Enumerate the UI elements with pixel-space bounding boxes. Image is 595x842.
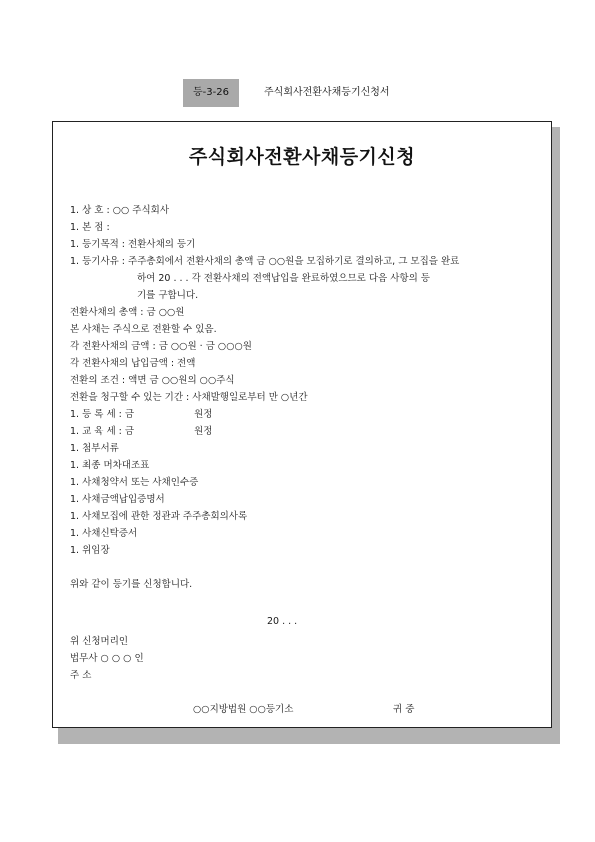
registration-reason-line: 1. 등기사유 : 주주총회에서 전환사채의 총액 금 ○○원을 모집하기로 결의하고, 그 모집을 완료: [70, 256, 460, 267]
registration-reason-cont-1: 하여 20 . . . 각 전환사채의 전액납입을 완료하였으므로 다음 사항의 등: [137, 273, 430, 284]
trade-name-line: 1. 상 호 : ○○ 주식회사: [70, 205, 170, 216]
attachment-item: 1. 사채신탁증서: [70, 528, 138, 539]
attachment-item: 1. 위임장: [70, 545, 110, 556]
attachment-item: 1. 사채금액납입증명서: [70, 494, 165, 505]
attachments-heading: 1. 첨부서류: [70, 443, 119, 454]
registration-reason-cont-2: 기를 구합니다.: [137, 290, 199, 301]
court-name: ○○지방법원 ○○등기소: [193, 704, 294, 715]
education-tax-line: [70, 423, 554, 440]
registration-tax-unit: 원정: [194, 409, 213, 420]
conversion-terms-line: 전환의 조건 : 액면 금 ○○원의 ○○주식: [70, 375, 235, 386]
bond-amount-line: 각 전환사채의 금액 : 금 ○○원 · 금 ○○○원: [70, 341, 252, 352]
recipient-honorific: 귀 중: [393, 704, 415, 715]
signature-block: [70, 633, 144, 684]
request-statement: 위와 같이 등기를 신청합니다.: [70, 579, 193, 590]
education-tax-unit: 원정: [194, 426, 213, 437]
registration-tax-label: 1. 등 록 세 : 금: [70, 409, 135, 420]
convertible-note-line: 본 사채는 주식으로 전환할 수 있음.: [70, 324, 217, 335]
document-body: [70, 202, 554, 593]
address-line: 주 소: [70, 670, 92, 681]
lawyer-line: 법무사 ○ ○ ○ 인: [70, 653, 144, 664]
application-date: 20 . . .: [267, 616, 298, 627]
payment-amount-line: 각 전환사채의 납입금액 : 전액: [70, 358, 196, 369]
applicant-line: 위 신청머리인: [70, 636, 129, 647]
registration-tax-line: [70, 406, 554, 423]
education-tax-label: 1. 교 육 세 : 금: [70, 426, 135, 437]
form-name: 주식회사전환사채등기신청서: [264, 87, 390, 98]
document-frame: [52, 121, 552, 728]
attachment-item: 1. 사채청약서 또는 사채인수증: [70, 477, 199, 488]
attachment-item: 1. 최종 머차대조표: [70, 460, 150, 471]
attachment-item: 1. 사채모집에 관한 정관과 주주총회의사록: [70, 511, 248, 522]
total-amount-line: 전환사채의 총액 : 금 ○○원: [70, 307, 185, 318]
document-title: 주식회사전환사채등기신청: [188, 146, 416, 168]
head-office-line: 1. 본 점 :: [70, 222, 110, 233]
form-code-badge: 등-3-26: [183, 79, 239, 107]
conversion-period-line: 전환을 청구할 수 있는 기간 : 사채발행일로부터 만 ○년간: [70, 392, 308, 403]
registration-purpose-line: 1. 등기목적 : 전환사채의 등기: [70, 239, 196, 250]
